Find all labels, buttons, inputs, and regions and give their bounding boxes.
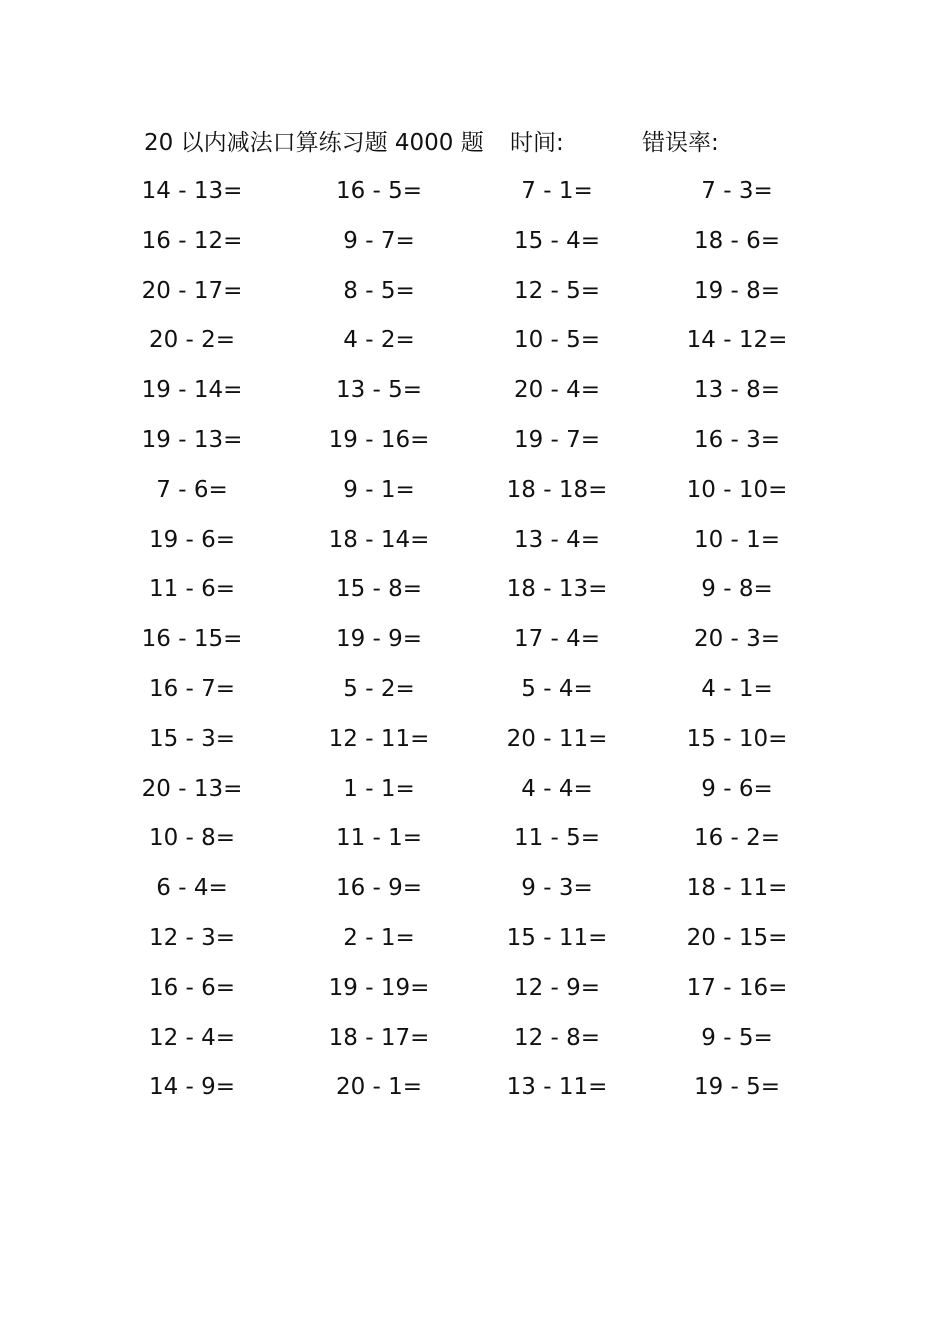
- problem-cell: 17 - 4=: [513, 626, 601, 653]
- problem-cell: 7 - 3=: [701, 178, 773, 204]
- problem-cell: 15 - 3=: [148, 725, 236, 752]
- problem-cell: 4 - 1=: [701, 675, 773, 702]
- problem-cell: 7 - 6=: [156, 476, 228, 503]
- problem-row: [120, 671, 820, 721]
- problem-cell: 16 - 15=: [141, 626, 243, 653]
- problem-cell: 2 - 1=: [343, 924, 415, 951]
- problem-cell: 17 - 16=: [686, 974, 788, 1001]
- time-label: 时间:: [510, 130, 564, 156]
- problem-cell: 6 - 4=: [156, 875, 228, 902]
- problem-cell: 18 - 17=: [328, 1024, 430, 1051]
- problem-cell: 13 - 8=: [693, 377, 781, 404]
- problem-cell: 12 - 11=: [328, 725, 430, 752]
- problem-cell: 18 - 6=: [693, 227, 781, 254]
- problem-cell: 9 - 3=: [521, 875, 593, 902]
- problem-row: [120, 820, 820, 870]
- problem-row: [120, 273, 820, 323]
- problem-row: [120, 970, 820, 1020]
- problem-cell: 16 - 2=: [693, 825, 781, 852]
- problem-cell: 9 - 1=: [343, 476, 415, 503]
- problem-cell: 9 - 5=: [701, 1024, 773, 1051]
- worksheet-title: 20 以内减法口算练习题 4000 题: [144, 130, 484, 156]
- problem-cell: 16 - 9=: [335, 875, 423, 902]
- problem-cell: 19 - 13=: [141, 426, 243, 453]
- problem-cell: 9 - 6=: [701, 775, 773, 802]
- problem-cell: 12 - 9=: [513, 974, 601, 1001]
- problem-cell: 20 - 1=: [335, 1074, 423, 1101]
- problem-cell: 7 - 1=: [521, 178, 593, 204]
- problem-row: [120, 771, 820, 821]
- problem-cell: 10 - 8=: [148, 825, 236, 852]
- problem-cell: 19 - 16=: [328, 426, 430, 453]
- problem-cell: 18 - 13=: [506, 576, 608, 603]
- problem-cell: 20 - 13=: [141, 775, 243, 802]
- worksheet-header: [144, 126, 824, 160]
- problem-row: [120, 1020, 820, 1070]
- problem-cell: 18 - 11=: [686, 875, 788, 902]
- problem-cell: 19 - 6=: [148, 526, 236, 553]
- problem-cell: 12 - 5=: [513, 277, 601, 304]
- problem-cell: 14 - 9=: [148, 1074, 236, 1101]
- problem-row: [120, 173, 820, 223]
- problem-row: [120, 472, 820, 522]
- problem-cell: 13 - 11=: [506, 1074, 608, 1101]
- problem-row: [120, 422, 820, 472]
- problem-cell: 18 - 14=: [328, 526, 430, 553]
- problem-cell: 1 - 1=: [343, 775, 415, 802]
- problem-cell: 20 - 17=: [141, 277, 243, 304]
- problem-row: [120, 721, 820, 771]
- problem-cell: 12 - 8=: [513, 1024, 601, 1051]
- problem-cell: 15 - 4=: [513, 227, 601, 254]
- problem-cell: 13 - 4=: [513, 526, 601, 553]
- problem-cell: 11 - 5=: [513, 825, 601, 852]
- problem-grid: [120, 173, 820, 1119]
- problem-cell: 4 - 4=: [521, 775, 593, 802]
- problem-cell: 14 - 12=: [686, 327, 788, 354]
- problem-cell: 11 - 6=: [148, 576, 236, 603]
- problem-row: [120, 223, 820, 273]
- problem-cell: 14 - 13=: [141, 178, 243, 204]
- problem-cell: 16 - 7=: [148, 675, 236, 702]
- problem-cell: 5 - 4=: [521, 675, 593, 702]
- problem-cell: 15 - 11=: [506, 924, 608, 951]
- problem-cell: 18 - 18=: [506, 476, 608, 503]
- problem-cell: 13 - 5=: [335, 377, 423, 404]
- problem-cell: 15 - 8=: [335, 576, 423, 603]
- problem-cell: 9 - 8=: [701, 576, 773, 603]
- problem-cell: 19 - 19=: [328, 974, 430, 1001]
- problem-cell: 19 - 5=: [693, 1074, 781, 1101]
- problem-cell: 20 - 2=: [148, 327, 236, 354]
- problem-cell: 8 - 5=: [343, 277, 415, 304]
- problem-row: [120, 571, 820, 621]
- problem-cell: 16 - 3=: [693, 426, 781, 453]
- problem-cell: 12 - 3=: [148, 924, 236, 951]
- problem-cell: 20 - 4=: [513, 377, 601, 404]
- problem-cell: 20 - 15=: [686, 924, 788, 951]
- problem-cell: 16 - 6=: [148, 974, 236, 1001]
- problem-row: [120, 372, 820, 422]
- problem-cell: 19 - 7=: [513, 426, 601, 453]
- problem-cell: 19 - 8=: [693, 277, 781, 304]
- problem-cell: 4 - 2=: [343, 327, 415, 354]
- problem-cell: 5 - 2=: [343, 675, 415, 702]
- problem-cell: 19 - 14=: [141, 377, 243, 404]
- problem-row: [120, 522, 820, 572]
- problem-cell: 9 - 7=: [343, 227, 415, 254]
- problem-cell: 12 - 4=: [148, 1024, 236, 1051]
- problem-cell: 16 - 12=: [141, 227, 243, 254]
- problem-cell: 11 - 1=: [335, 825, 423, 852]
- problem-cell: 10 - 5=: [513, 327, 601, 354]
- problem-row: [120, 870, 820, 920]
- problem-cell: 10 - 1=: [693, 526, 781, 553]
- problem-cell: 16 - 5=: [335, 178, 423, 204]
- problem-cell: 10 - 10=: [686, 476, 788, 503]
- problem-cell: 20 - 3=: [693, 626, 781, 653]
- problem-cell: 19 - 9=: [335, 626, 423, 653]
- problem-row: [120, 322, 820, 372]
- error-rate-label: 错误率:: [642, 130, 719, 156]
- problem-row: [120, 920, 820, 970]
- problem-cell: 15 - 10=: [686, 725, 788, 752]
- problem-row: [120, 621, 820, 671]
- problem-cell: 20 - 11=: [506, 725, 608, 752]
- problem-row: [120, 1069, 820, 1119]
